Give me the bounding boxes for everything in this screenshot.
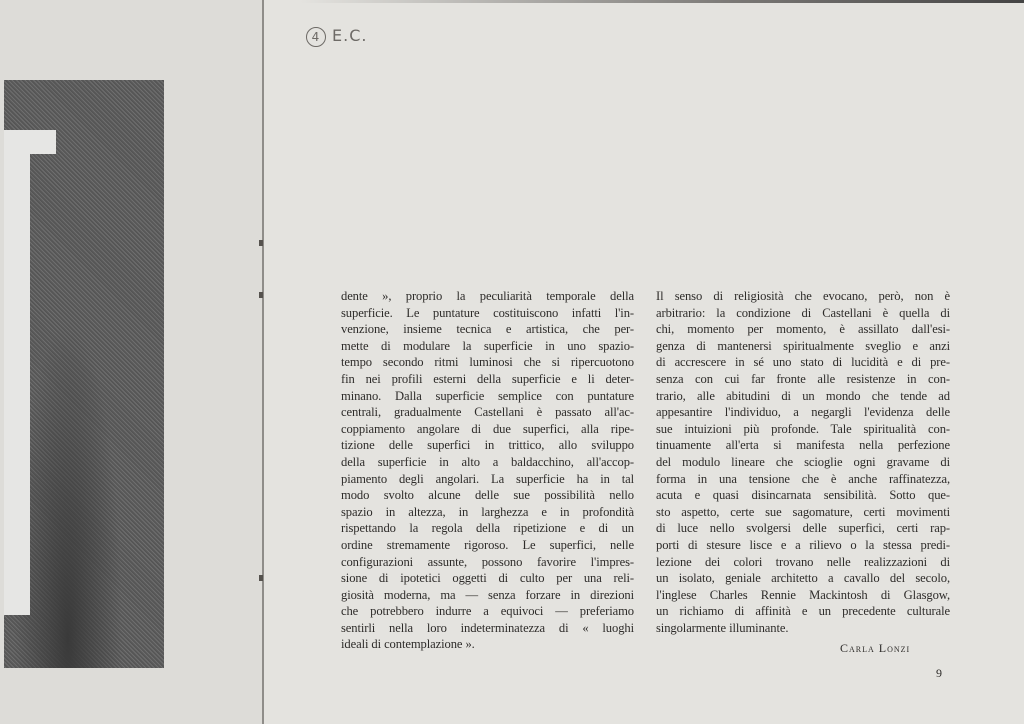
text-line: Il senso di religiosità che evocano, però, non è xyxy=(656,289,950,303)
text-column-left xyxy=(341,288,634,653)
handwritten-number: 4 xyxy=(306,27,326,47)
text-line: tempo secondo ritmi luminosi che si ripercuotono xyxy=(341,355,634,370)
text-line: arbitrario: la condizione di Castellani è quella di xyxy=(656,305,950,320)
text-line: che potrebbero indurre a equivoci — preferiamo xyxy=(341,604,634,619)
text-line: forma in una tensione che è anche raffinatezza, xyxy=(656,471,950,486)
text-line: fin nei profili esterni della superficie e li deter- xyxy=(341,371,634,386)
artwork-light-bar xyxy=(4,130,30,615)
text-line: singolarmente illuminante. xyxy=(656,620,789,635)
text-line: minano. Dalla superficie semplice con puntature xyxy=(341,388,634,403)
text-line: chi, momento per momento, è assillato dall'esi- xyxy=(656,322,950,337)
text-line: del modulo lineare che scioglie ogni gravame di xyxy=(656,454,950,469)
text-line: sione di ipotetici oggetti di culto per una reli- xyxy=(341,571,634,586)
text-line: giosità moderna, ma — senza forzare in direzioni xyxy=(341,587,634,602)
text-line: ideali di contemplazione ». xyxy=(341,637,475,652)
handwritten-initials: E.C. xyxy=(332,26,368,45)
text-line: senza con cui far fronte alle resistenze in con- xyxy=(656,371,950,386)
text-line: appesantire l'individuo, a negargli l'evidenza delle xyxy=(656,405,950,420)
text-line: piamento degli angolari. La superficie ha in tal xyxy=(341,471,634,486)
text-line: un richiamo di affinità e un precedente culturale xyxy=(656,604,950,619)
text-line: sue intuizioni più profonde. Tale spiritualità con- xyxy=(656,421,950,436)
author-signature: Carla Lonzi xyxy=(840,641,911,655)
text-line: tinuamente all'erta si manifesta nella perfezione xyxy=(656,438,950,453)
text-line: di accrescere in sé uno stato di lucidità e di pre- xyxy=(656,355,950,370)
text-line: centrali, gradualmente Castellani è passato all'ac- xyxy=(341,405,634,420)
page-number: 9 xyxy=(936,666,942,680)
staple-mark xyxy=(259,575,263,581)
text-line: coppiamento angolare di due superfici, alla ripe- xyxy=(341,421,634,436)
text-line: sto aspetto, certe sue sagomature, certi movimenti xyxy=(656,504,950,519)
staple-mark xyxy=(259,292,263,298)
handwritten-note xyxy=(306,26,367,47)
text-line: configurazioni assunte, possono favorire l'impres- xyxy=(341,554,634,569)
text-line: ordine stremamente rigoroso. Le superfici, nelle xyxy=(341,537,634,552)
text-line: venzione, insieme tecnica e artistica, che per- xyxy=(341,322,634,337)
page-top-edge xyxy=(300,0,1024,3)
text-line: superficie. Le puntature costituiscono infatti l'in- xyxy=(341,305,634,320)
artwork-light-cap xyxy=(4,130,56,154)
text-line: trario, alle abitudini di un mondo che tende ad xyxy=(656,388,950,403)
text-line: dente », proprio la peculiarità temporale della xyxy=(341,289,634,303)
text-line: rispettando la regola della ripetizione e di un xyxy=(341,521,634,536)
text-line: un isolato, geniale architetto a cavallo del secolo, xyxy=(656,571,950,586)
text-line: lezione dei colori trovano nelle realizzazioni di xyxy=(656,554,950,569)
text-line: mette di modulare la superficie in uno spazio- xyxy=(341,338,634,353)
text-line: acuta e quasi disincarnata sensibilità. Sotto que- xyxy=(656,488,950,503)
text-line: porti di stesure lisce e a rilievo o la stessa predi- xyxy=(656,537,950,552)
text-line: sentirli nella loro indeterminatezza di « luoghi xyxy=(341,620,634,635)
text-line: della superficie in alto a baldacchino, all'accop- xyxy=(341,454,634,469)
artwork-photo xyxy=(4,80,164,668)
text-line: l'inglese Charles Rennie Mackintosh di Glasgow, xyxy=(656,587,950,602)
text-line: genza di mantenersi spiritualmente sveglio e anzi xyxy=(656,338,950,353)
text-line: tizione delle superfici in trittico, allo sviluppo xyxy=(341,438,634,453)
text-column-right xyxy=(656,288,950,636)
text-line: modo svolto alcune delle sue possibilità nello xyxy=(341,488,634,503)
text-line: spazio in altezza, in larghezza e in profondità xyxy=(341,504,634,519)
text-line: di luce nello svolgersi delle superfici, certi rap- xyxy=(656,521,950,536)
left-page xyxy=(0,0,263,724)
staple-mark xyxy=(259,240,263,246)
